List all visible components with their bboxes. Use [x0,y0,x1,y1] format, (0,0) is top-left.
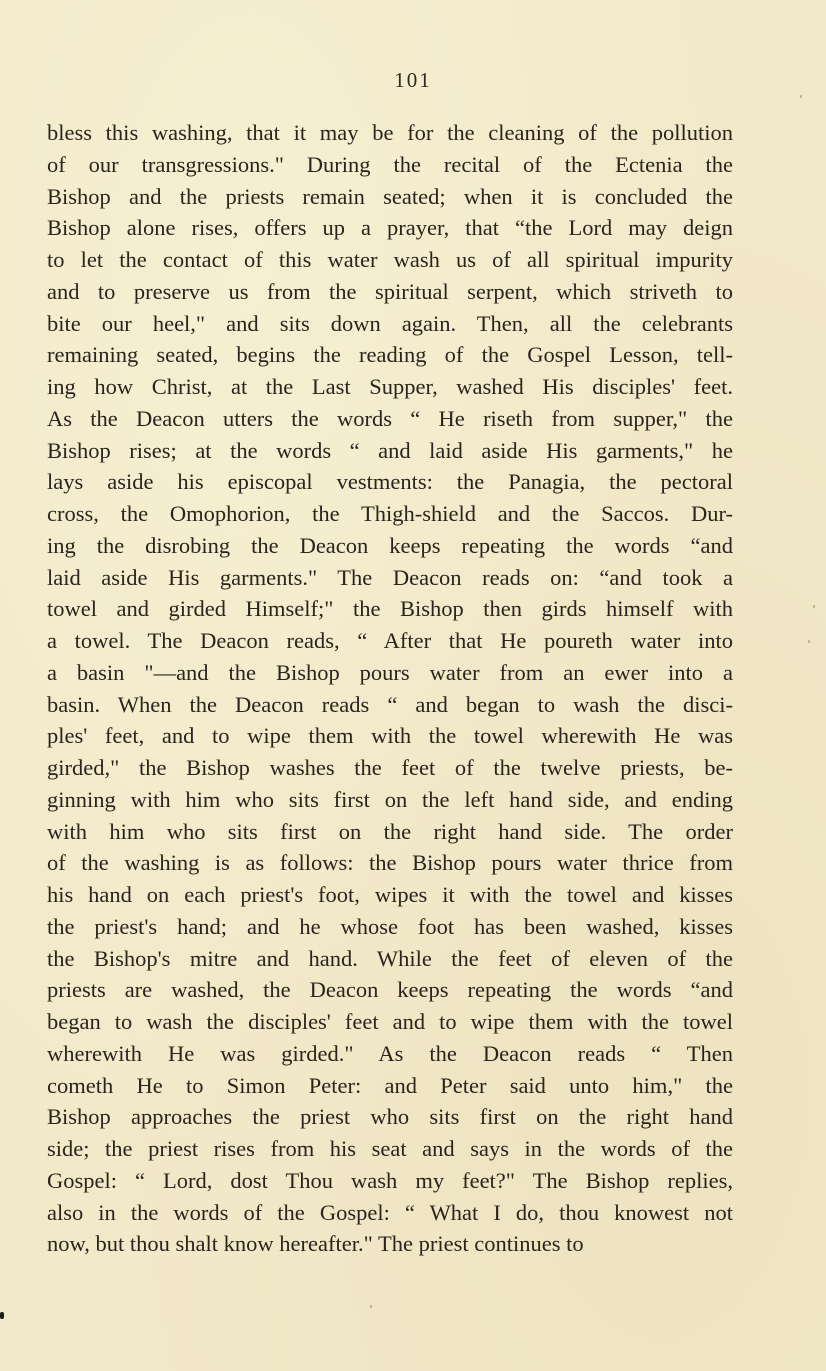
text-line: cometh He to Simon Peter: and Peter said unto him," the [47,1072,733,1098]
text-line: priests are washed, the Deacon keeps repeating the words “and [47,977,733,1003]
text-line: laid aside His garments." The Deacon reads on: “and took a [47,564,733,590]
text-line: ing how Christ, at the Last Supper, washed His disciples' feet. [47,374,733,399]
page-number: 101 [394,68,432,92]
text-line: Bishop alone rises, offers up a prayer, that “the Lord may deign [47,215,733,241]
text-line: ginning with him who sits first on the left hand side, and ending [47,786,733,812]
body-paragraph [47,117,733,1260]
text-line: began to wash the disciples' feet and to wipe them with the towel [47,1009,733,1034]
text-line: now, but thou shalt know hereafter." The priest continues to [47,1231,584,1257]
text-line: bless this washing, that it may be for the cleaning of the pollution [47,120,733,145]
text-line: his hand on each priest's foot, wipes it with the towel and kisses [47,882,733,907]
text-line: a basin "—and the Bishop pours water from an ewer into a [47,659,733,685]
text-line: to let the contact of this water wash us of all spiritual impurity [47,247,733,272]
text-line: As the Deacon utters the words “ He riseth from supper," the [47,405,733,431]
paper-speck [800,95,802,98]
text-line: wherewith He was girded." As the Deacon reads “ Then [47,1040,733,1066]
text-line: and to preserve us from the spiritual serpent, which striveth to [47,278,733,304]
text-line: bite our heel," and sits down again. Then, all the celebrants [47,310,733,336]
text-line: a towel. The Deacon reads, “ After that He poureth water into [47,628,733,653]
text-line: with him who sits first on the right hand side. The order [47,818,733,844]
text-line: Gospel: “ Lord, dost Thou wash my feet?" The Bishop replies, [47,1167,733,1193]
text-line: side; the priest rises from his seat and says in the words of the [47,1136,733,1161]
text-line: remaining seated, begins the reading of the Gospel Lesson, tell- [47,342,733,368]
scan-artifact-mark [0,1312,4,1319]
text-line: basin. When the Deacon reads “ and began to wash the disci- [47,691,733,717]
text-line: girded," the Bishop washes the feet of the twelve priests, be- [47,755,733,780]
text-line: also in the words of the Gospel: “ What I do, thou knowest not [47,1199,733,1225]
text-line: Bishop rises; at the words “ and laid aside His garments," he [47,437,733,463]
text-line: cross, the Omophorion, the Thigh-shield and the Saccos. Dur- [47,501,733,526]
paper-speck [808,640,810,643]
text-line: lays aside his episcopal vestments: the Panagia, the pectoral [47,469,733,495]
text-line: Bishop and the priests remain seated; when it is concluded the [47,183,733,209]
text-line: Bishop approaches the priest who sits first on the right hand [47,1104,733,1130]
text-line: of our transgressions." During the recital of the Ectenia the [47,151,733,177]
text-line: towel and girded Himself;" the Bishop then girds himself with [47,596,733,622]
text-line: of the washing is as follows: the Bishop pours water thrice from [47,850,733,876]
text-line: the priest's hand; and he whose foot has been washed, kisses [47,913,733,939]
paper-speck [813,605,815,608]
text-line: ples' feet, and to wipe them with the towel wherewith He was [47,723,733,749]
text-line: the Bishop's mitre and hand. While the feet of eleven of the [47,945,733,971]
paper-speck [370,1305,372,1308]
text-line: ing the disrobing the Deacon keeps repeating the words “and [47,532,733,558]
